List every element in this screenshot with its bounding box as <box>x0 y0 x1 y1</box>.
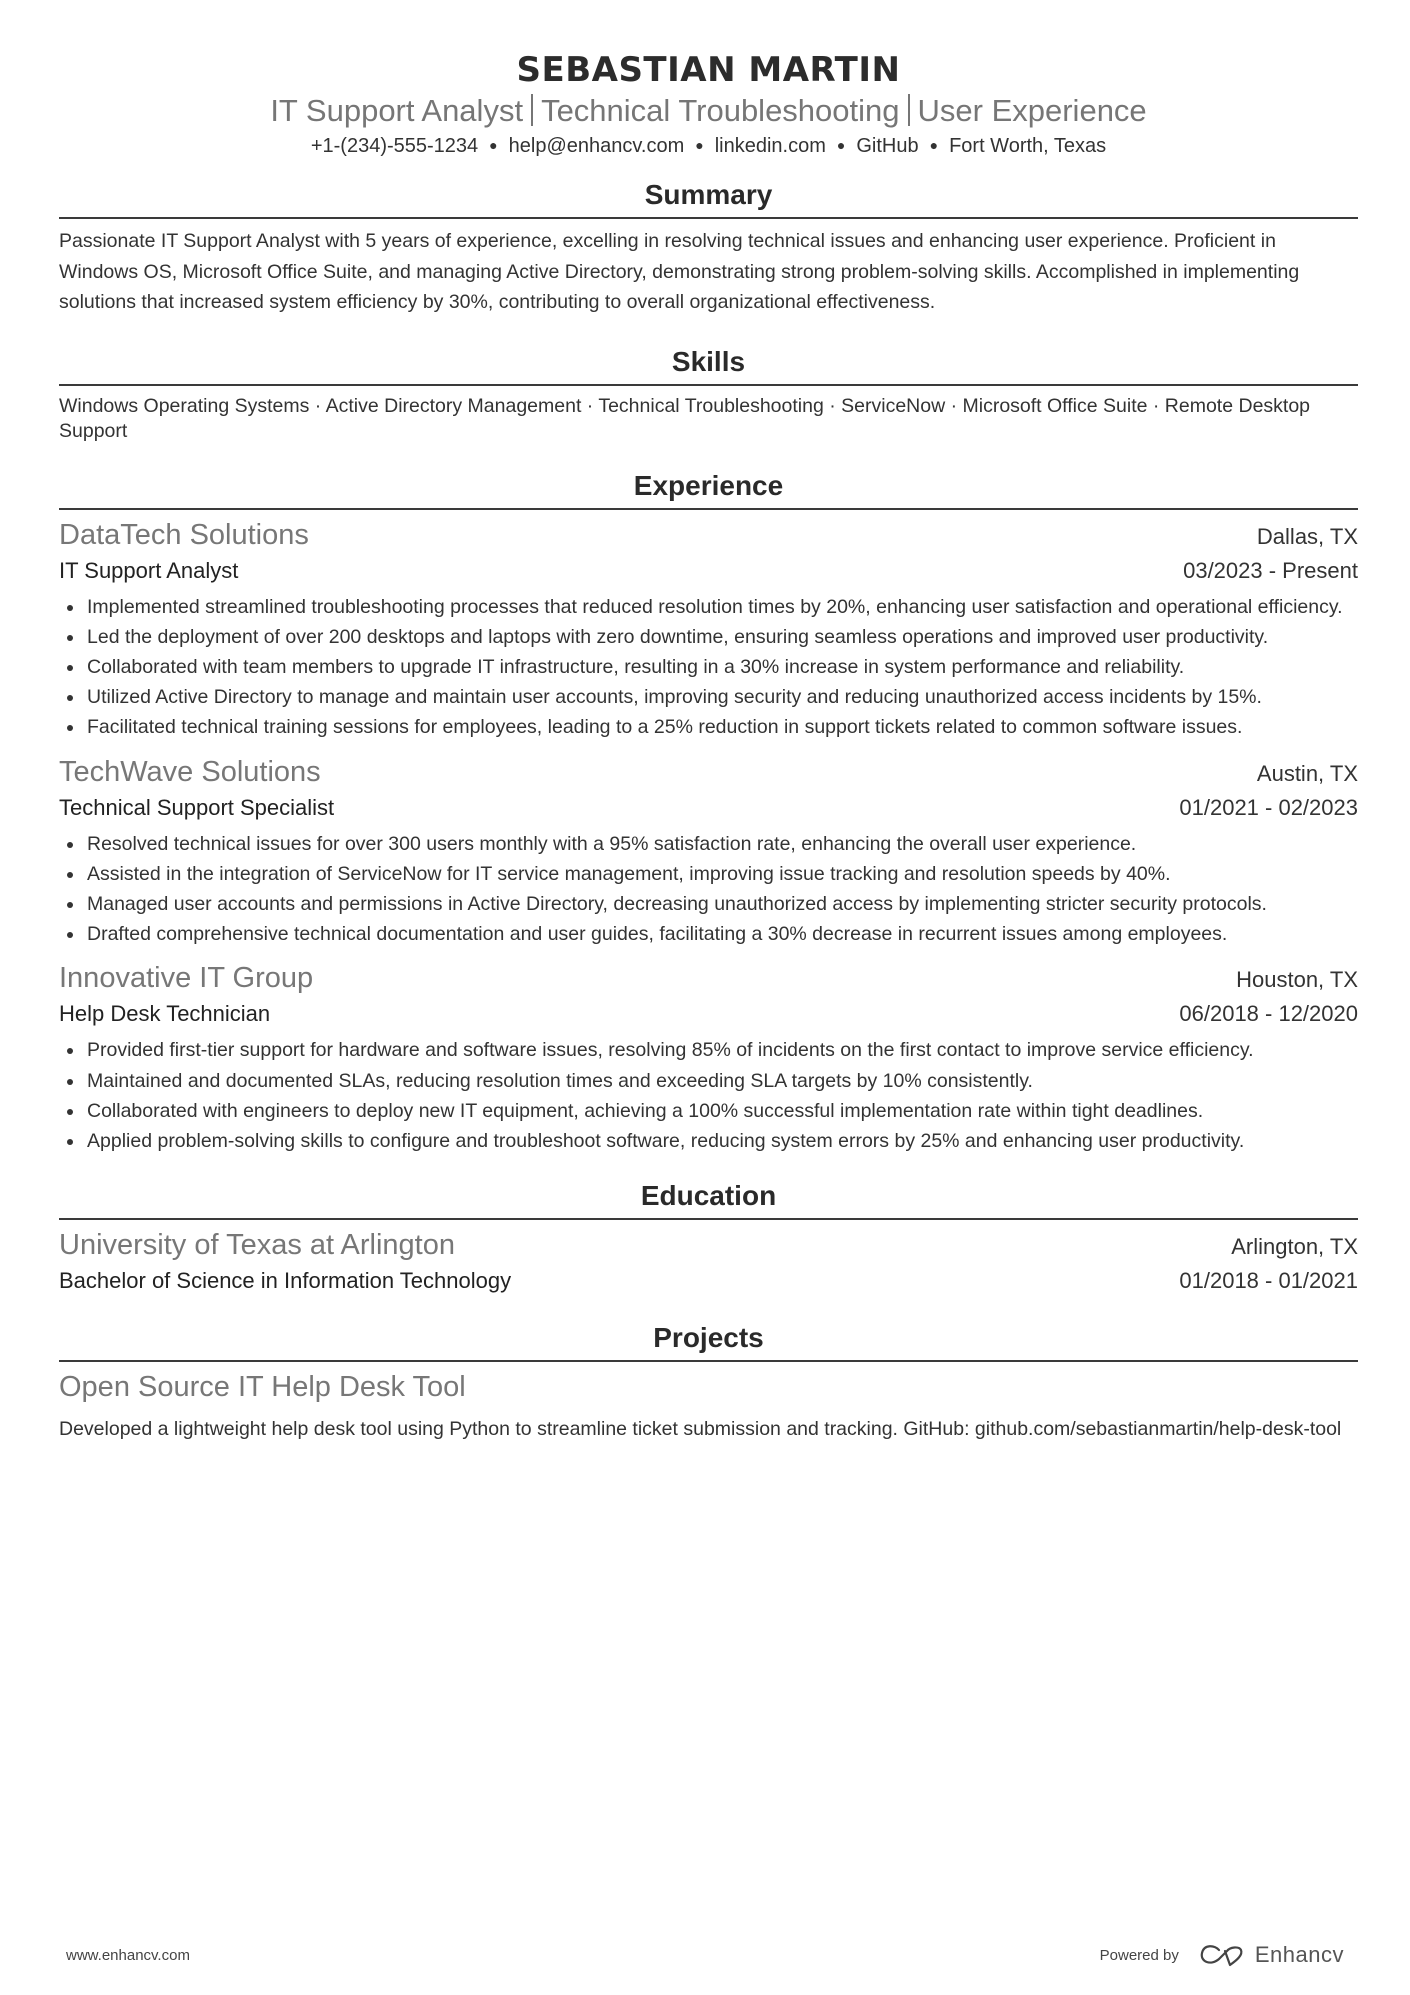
school-location: Arlington, TX <box>1231 1234 1358 1260</box>
projects-section <box>59 1320 1358 1445</box>
page-footer <box>66 1942 1344 1968</box>
bullet-separator: ● <box>836 137 846 153</box>
job-entry <box>59 959 1358 1156</box>
headline <box>59 92 1358 130</box>
candidate-name: SEBASTIAN MARTIN <box>516 50 901 90</box>
job-dates: 06/2018 - 12/2020 <box>1179 1001 1358 1027</box>
job-location: Houston, TX <box>1236 967 1358 993</box>
bullet-separator: ● <box>695 137 704 153</box>
job-bullets <box>59 829 1358 950</box>
section-title-skills: Skills <box>59 344 1358 386</box>
bullet-item: Collaborated with team members to upgrade IT infrastructure, resulting in a 30% increase in system performance and reliability. <box>59 652 1358 682</box>
job-title: Technical Support Specialist <box>59 794 335 820</box>
summary-section <box>59 177 1358 318</box>
job-bullets <box>59 1035 1358 1156</box>
bullet-item: Maintained and documented SLAs, reducing resolution times and exceeding SLA targets by 10% consistently. <box>59 1066 1358 1096</box>
school-name: University of Texas at Arlington <box>59 1229 455 1262</box>
github-link[interactable]: GitHub <box>856 135 919 157</box>
education-dates: 01/2018 - 01/2021 <box>1179 1268 1358 1294</box>
headline-item: Technical Troubleshooting <box>541 93 900 128</box>
job-location: Austin, TX <box>1256 760 1358 786</box>
enhancv-wordmark: Enhancv <box>1254 1942 1344 1967</box>
enhancv-logo[interactable] <box>1199 1942 1344 1968</box>
job-bullets <box>59 592 1358 743</box>
job-entry <box>59 516 1358 743</box>
contact-info <box>59 132 1358 159</box>
education-entry <box>59 1226 1358 1298</box>
footer-website-link[interactable]: www.enhancv.com <box>66 1946 190 1964</box>
degree: Bachelor of Science in Information Technology <box>59 1268 512 1294</box>
project-description: Developed a lightweight help desk tool using Python to streamline ticket submission and tracking. GitHub: github.com/sebastianmartin/help-desk-tool <box>59 1418 1342 1441</box>
linkedin-link[interactable]: linkedin.com <box>714 135 826 157</box>
email-link[interactable]: help@enhancv.com <box>508 135 685 157</box>
project-name: Open Source IT Help Desk Tool <box>59 1371 466 1404</box>
bullet-item: Assisted in the integration of ServiceNow for IT service management, improving issue tracking and resolution speeds by 40%. <box>59 859 1358 889</box>
bullet-item: Utilized Active Directory to manage and maintain user accounts, improving security and reducing unauthorized access incidents by 15%. <box>59 682 1358 712</box>
company-name: TechWave Solutions <box>59 755 321 788</box>
job-location: Dallas, TX <box>1256 523 1358 549</box>
powered-by-label: Powered by <box>1099 1946 1179 1964</box>
skills-section <box>59 344 1358 444</box>
bullet-item: Drafted comprehensive technical documentation and user guides, facilitating a 30% decrease in recurrent issues among employees. <box>59 919 1358 949</box>
headline-divider <box>908 94 910 126</box>
section-title-summary: Summary <box>59 177 1358 219</box>
company-name: Innovative IT Group <box>59 962 314 995</box>
powered-by <box>1100 1942 1344 1968</box>
bullet-item: Managed user accounts and permissions in Active Directory, decreasing unauthorized access by implementing stricter security protocols. <box>59 889 1358 919</box>
bullet-item: Facilitated technical training sessions for employees, leading to a 25% reduction in support tickets related to common software issues. <box>59 712 1358 742</box>
headline-divider <box>531 94 533 126</box>
bullet-item: Led the deployment of over 200 desktops and laptops with zero downtime, ensuring seamless operations and improved user productivity. <box>59 622 1358 652</box>
job-dates: 01/2021 - 02/2023 <box>1179 794 1358 820</box>
resume-header <box>59 0 1358 159</box>
summary-text: Passionate IT Support Analyst with 5 years of experience, excelling in resolving technical issues and enhancing user experience. Proficient in Windows OS, Microsoft Office Suite, and managing Active Directory, demonstrating strong problem-solving skills. Accomplished in implementing solutions that increased system efficiency by 30%, contributing to overall organizational effectiveness. <box>59 230 1300 313</box>
section-title-projects: Projects <box>59 1320 1358 1362</box>
education-section <box>59 1178 1358 1298</box>
bullet-item: Implemented streamlined troubleshooting processes that reduced resolution times by 20%, enhancing user satisfaction and operational efficiency. <box>59 592 1358 622</box>
company-name: DataTech Solutions <box>59 518 309 551</box>
section-title-experience: Experience <box>59 468 1358 510</box>
job-title: IT Support Analyst <box>59 557 239 583</box>
job-dates: 03/2023 - Present <box>1183 557 1358 583</box>
job-entry <box>59 753 1358 950</box>
bullet-item: Collaborated with engineers to deploy new IT equipment, achieving a 100% successful implementation rate within tight deadlines. <box>59 1096 1358 1126</box>
section-title-education: Education <box>59 1178 1358 1220</box>
bullet-separator: ● <box>489 137 498 153</box>
skills-list: Windows Operating Systems · Active Directory Management · Technical Troubleshooting · ServiceNow · Microsoft Office Suite · Remote Desktop Support <box>59 394 1311 442</box>
headline-item: IT Support Analyst <box>270 93 524 128</box>
headline-item: User Experience <box>917 93 1147 128</box>
location: Fort Worth, Texas <box>949 135 1107 157</box>
experience-section <box>59 468 1358 1157</box>
resume-page <box>59 0 1358 1445</box>
bullet-item: Resolved technical issues for over 300 users monthly with a 95% satisfaction rate, enhancing the overall user experience. <box>59 829 1358 859</box>
job-title: Help Desk Technician <box>59 1001 271 1027</box>
bullet-item: Provided first-tier support for hardware and software issues, resolving 85% of incidents on the first contact to improve service efficiency. <box>59 1035 1358 1065</box>
phone[interactable]: +1-(234)-555-1234 <box>310 135 479 157</box>
enhancv-logo-icon <box>1199 1942 1245 1968</box>
project-entry <box>59 1368 1358 1445</box>
bullet-item: Applied problem-solving skills to configure and troubleshoot software, reducing system errors by 25% and enhancing user productivity. <box>59 1126 1358 1156</box>
bullet-separator: ● <box>929 137 939 153</box>
